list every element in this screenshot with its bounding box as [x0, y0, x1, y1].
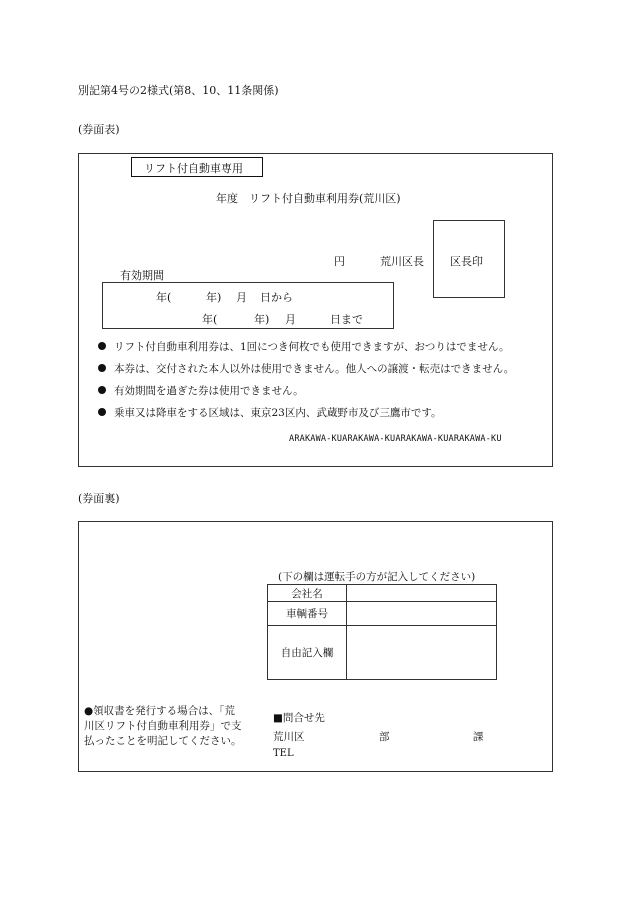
table-row	[268, 602, 497, 626]
badge-text: リフト付自動車専用	[144, 162, 243, 175]
from-day: 日から	[260, 291, 293, 304]
yen-label: 円	[334, 255, 345, 268]
table-row	[268, 626, 497, 680]
bullet-icon	[98, 364, 106, 372]
mayor-seal-box	[433, 220, 505, 298]
contact-section: 課	[473, 731, 484, 743]
contact-title: ■問合せ先	[273, 712, 325, 724]
rule-item: リフト付自動車利用券は、1回につき何枚でも使用できますが、おつりはでません。	[98, 339, 510, 354]
free-entry-field[interactable]	[347, 626, 497, 680]
from-month: 月	[236, 291, 247, 304]
company-label: 会社名	[268, 585, 347, 602]
contact-ward: 荒川区	[273, 731, 305, 743]
bullet-icon	[98, 342, 106, 350]
table-row	[268, 585, 497, 602]
front-section-label: (券面表)	[78, 123, 120, 136]
back-section-label: (券面裏)	[78, 492, 120, 505]
to-year: 年(	[202, 313, 218, 326]
watermark-text: ARAKAWA-KUARAKAWA-KUARAKAWA-KUARAKAWA-KU	[289, 434, 502, 444]
from-year: 年(	[156, 291, 172, 304]
receipt-note-line: ●領収書を発行する場合は、「荒	[84, 705, 235, 717]
validity-label: 有効期間	[120, 269, 164, 282]
contact-tel: TEL	[273, 748, 294, 759]
driver-note: (下の欄は運転手の方が記入してください)	[278, 571, 476, 583]
rule-item: 有効期間を過ぎた券は使用できません。	[98, 383, 304, 398]
from-era: 年)	[206, 291, 222, 304]
contact-dept: 部	[379, 731, 390, 743]
lift-only-badge	[131, 157, 263, 177]
rule-item: 乗車又は降車をする区域は、東京23区内、武蔵野市及び三鷹市です。	[98, 405, 442, 420]
receipt-note-line: 川区リフト付自動車利用券」で支	[84, 720, 242, 732]
vehicle-number-field[interactable]	[347, 602, 497, 626]
company-field[interactable]	[347, 585, 497, 602]
receipt-note-line: 払ったことを明記してください。	[84, 735, 242, 747]
rule-item: 本券は、交付された本人以外は使用できません。他人への譲渡・転売はできません。	[98, 361, 514, 376]
to-era: 年)	[254, 313, 270, 326]
mayor-label: 荒川区長	[380, 255, 424, 268]
free-entry-label: 自由記入欄	[268, 626, 347, 680]
ticket-title: 年度 リフト付自動車利用券(荒川区)	[216, 192, 401, 205]
bullet-icon	[98, 386, 106, 394]
to-month: 月	[285, 313, 296, 326]
seal-label: 区長印	[450, 255, 483, 268]
to-day: 日まで	[330, 313, 363, 326]
bullet-icon	[98, 408, 106, 416]
vehicle-number-label: 車輌番号	[268, 602, 347, 626]
driver-entry-table	[267, 584, 497, 680]
form-title: 別記第4号の2様式(第8、10、11条関係)	[78, 84, 279, 97]
